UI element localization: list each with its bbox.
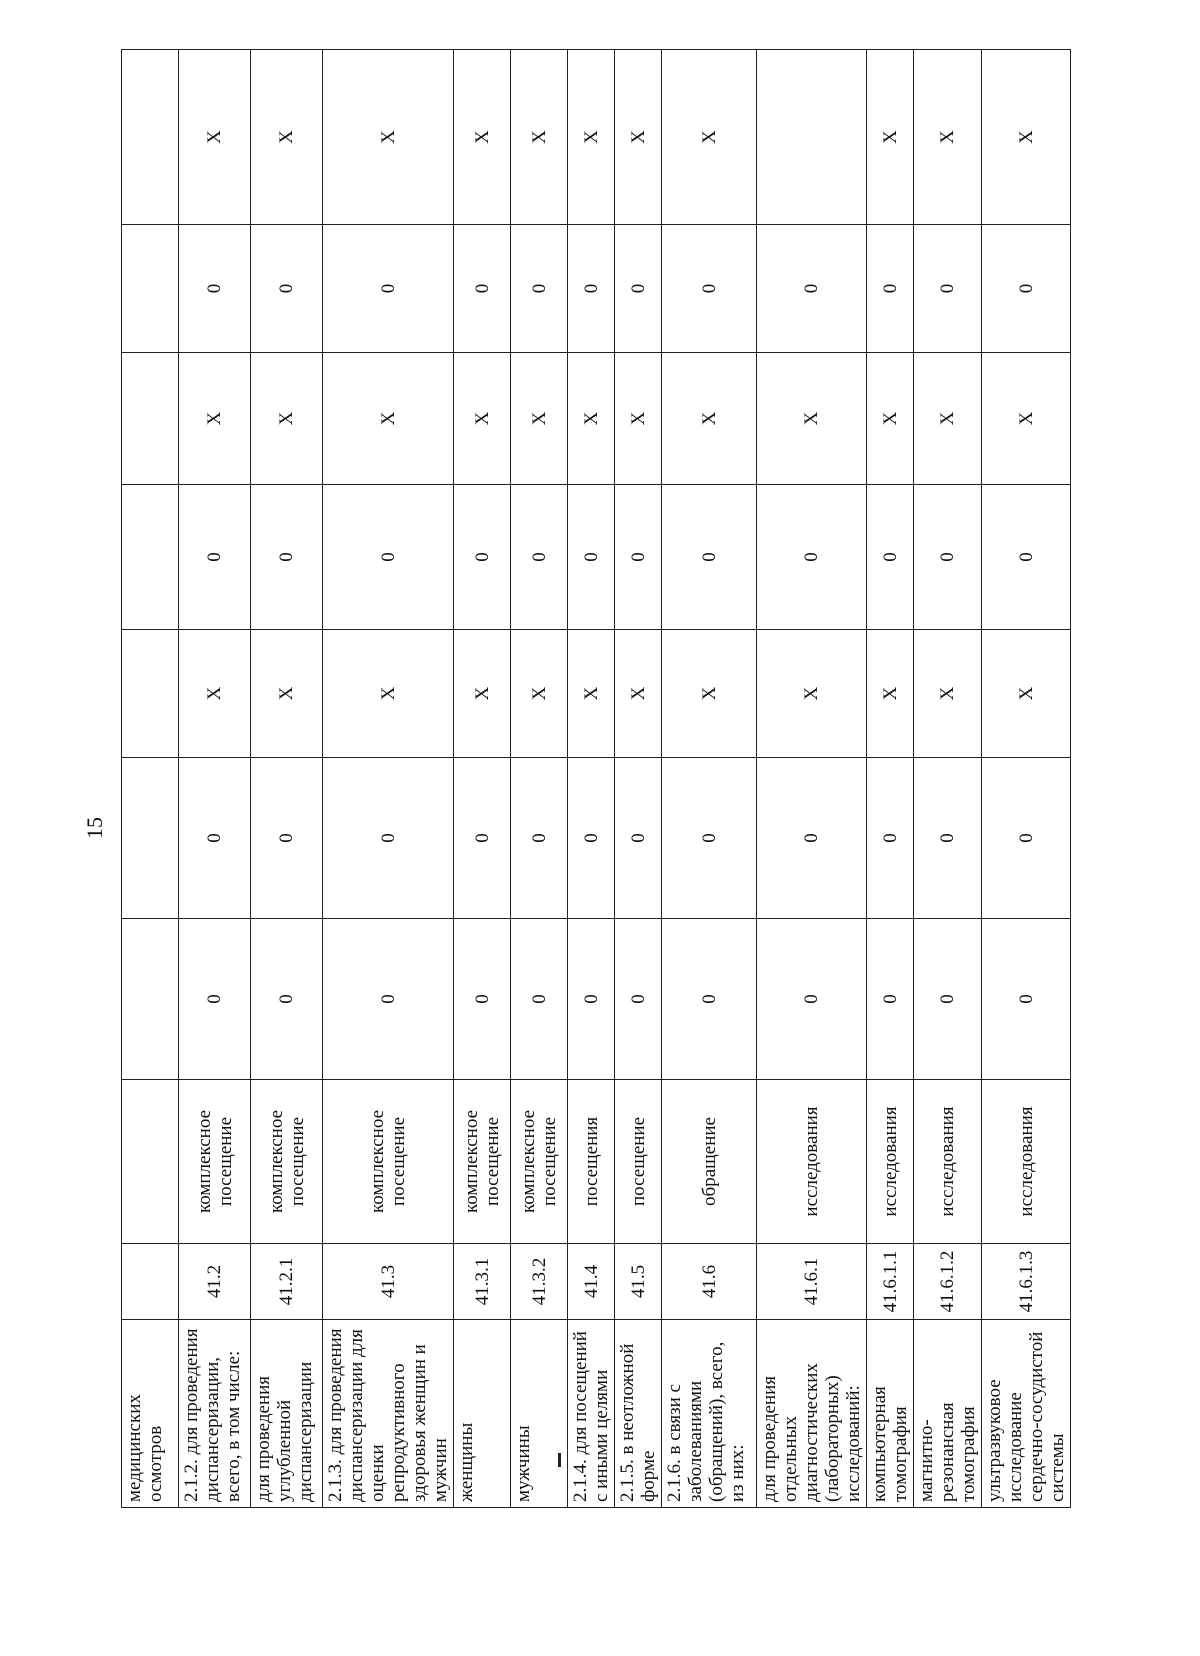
value-cell: X [662, 353, 757, 485]
row-code-cell: 41.3 [323, 1244, 454, 1320]
value-cell: 0 [982, 225, 1071, 353]
indicator-name-cell: 2.1.2. для проведения диспансеризации, всего, в том числе: [179, 1320, 251, 1508]
value-cell: X [757, 353, 867, 485]
table-row [914, 50, 982, 1508]
value-cell: X [982, 353, 1071, 485]
value-cell: X [323, 630, 454, 758]
table-body [122, 50, 1071, 1508]
row-code-cell: 41.6.1.3 [982, 1244, 1071, 1320]
unit-cell: исследования [982, 1080, 1071, 1244]
value-cell: 0 [615, 919, 662, 1080]
value-cell: 0 [757, 485, 867, 630]
value-cell: 0 [982, 919, 1071, 1080]
unit-cell: исследования [914, 1080, 982, 1244]
row-code-cell: 41.5 [615, 1244, 662, 1320]
scan-mark [558, 1453, 561, 1467]
value-cell: 0 [568, 485, 615, 630]
value-cell: 0 [867, 919, 914, 1080]
value-cell: X [867, 630, 914, 758]
indicator-name-cell: мужчины [511, 1320, 568, 1508]
row-code-cell: 41.6.1.2 [914, 1244, 982, 1320]
value-cell: 0 [615, 758, 662, 919]
value-cell: 0 [568, 225, 615, 353]
table-row [179, 50, 251, 1508]
indicator-name-cell: для проведения отдельных диагностических (лабораторных) исследований: [757, 1320, 867, 1508]
value-cell: X [454, 50, 511, 225]
value-cell: X [615, 630, 662, 758]
value-cell: 0 [662, 225, 757, 353]
table-row [122, 50, 179, 1508]
value-cell [122, 758, 179, 919]
value-cell: X [323, 353, 454, 485]
unit-cell: посещения [568, 1080, 615, 1244]
value-cell: 0 [757, 225, 867, 353]
value-cell: 0 [867, 485, 914, 630]
unit-cell [122, 1080, 179, 1244]
indicator-name-cell: женщины [454, 1320, 511, 1508]
unit-cell: исследования [867, 1080, 914, 1244]
value-cell: 0 [454, 485, 511, 630]
row-code-cell: 41.6.1.1 [867, 1244, 914, 1320]
value-cell: X [179, 630, 251, 758]
value-cell: 0 [867, 225, 914, 353]
value-cell: 0 [323, 225, 454, 353]
value-cell: 0 [179, 485, 251, 630]
value-cell: X [757, 630, 867, 758]
value-cell: 0 [568, 919, 615, 1080]
value-cell: 0 [615, 225, 662, 353]
table-row [757, 50, 867, 1508]
value-cell: 0 [251, 919, 323, 1080]
value-cell: 0 [251, 758, 323, 919]
value-cell: X [179, 50, 251, 225]
value-cell: X [662, 50, 757, 225]
value-cell: 0 [914, 919, 982, 1080]
value-cell [122, 50, 179, 225]
value-cell: 0 [323, 758, 454, 919]
value-cell: X [179, 353, 251, 485]
table-row [511, 50, 568, 1508]
value-cell: X [323, 50, 454, 225]
value-cell [122, 225, 179, 353]
indicator-name-cell: компьютерная томография [867, 1320, 914, 1508]
indicator-name-cell: для проведения углубленной диспансеризации [251, 1320, 323, 1508]
value-cell [122, 919, 179, 1080]
value-cell: 0 [454, 225, 511, 353]
table-row [251, 50, 323, 1508]
row-code-cell: 41.6 [662, 1244, 757, 1320]
table-row [323, 50, 454, 1508]
table-row [568, 50, 615, 1508]
indicator-name-cell: ультразвуковое исследование сердечно-сосудистой системы [982, 1320, 1071, 1508]
unit-cell: комплексное посещение [323, 1080, 454, 1244]
value-cell: 0 [454, 919, 511, 1080]
value-cell: 0 [511, 225, 568, 353]
value-cell: 0 [914, 225, 982, 353]
value-cell: X [615, 353, 662, 485]
value-cell: 0 [511, 485, 568, 630]
value-cell [122, 630, 179, 758]
table-row [867, 50, 914, 1508]
indicator-name-cell: 2.1.5. в неотложной форме [615, 1320, 662, 1508]
value-cell: 0 [914, 758, 982, 919]
row-code-cell: 41.2.1 [251, 1244, 323, 1320]
unit-cell: посещение [615, 1080, 662, 1244]
value-cell: 0 [511, 919, 568, 1080]
row-code-cell: 41.2 [179, 1244, 251, 1320]
value-cell: 0 [615, 485, 662, 630]
row-code-cell [122, 1244, 179, 1320]
value-cell: X [867, 50, 914, 225]
value-cell [122, 485, 179, 630]
value-cell: 0 [323, 919, 454, 1080]
value-cell: 0 [914, 485, 982, 630]
row-code-cell: 41.6.1 [757, 1244, 867, 1320]
unit-cell: комплексное посещение [179, 1080, 251, 1244]
table-row [615, 50, 662, 1508]
unit-cell: обращение [662, 1080, 757, 1244]
indicator-name-cell: 2.1.3. для проведения диспансеризации для оценки репродуктивного здоровья женщин и мужчин [323, 1320, 454, 1508]
value-cell: 0 [179, 758, 251, 919]
value-cell: 0 [982, 758, 1071, 919]
value-cell: X [568, 50, 615, 225]
value-cell: 0 [511, 758, 568, 919]
value-cell: X [511, 353, 568, 485]
value-cell: 0 [568, 758, 615, 919]
value-cell: X [867, 353, 914, 485]
value-cell: 0 [179, 919, 251, 1080]
row-code-cell: 41.3.1 [454, 1244, 511, 1320]
value-cell: 0 [323, 485, 454, 630]
rotated-table-container [121, 50, 1068, 1508]
value-cell: 0 [251, 485, 323, 630]
value-cell: X [982, 50, 1071, 225]
value-cell: X [568, 353, 615, 485]
value-cell: 0 [662, 758, 757, 919]
value-cell: X [511, 50, 568, 225]
value-cell [122, 353, 179, 485]
value-cell: 0 [757, 758, 867, 919]
indicator-name-cell: 2.1.4. для посещений с иными целями [568, 1320, 615, 1508]
value-cell: X [982, 630, 1071, 758]
value-cell: X [251, 630, 323, 758]
table-row [454, 50, 511, 1508]
unit-cell: комплексное посещение [511, 1080, 568, 1244]
row-code-cell: 41.3.2 [511, 1244, 568, 1320]
row-code-cell: 41.4 [568, 1244, 615, 1320]
value-cell: 0 [251, 225, 323, 353]
value-cell: X [511, 630, 568, 758]
value-cell: X [251, 50, 323, 225]
indicator-name-cell: магнитно-резонансная томография [914, 1320, 982, 1508]
value-cell [757, 50, 867, 225]
table-row [982, 50, 1071, 1508]
value-cell: 0 [982, 485, 1071, 630]
table-row [662, 50, 757, 1508]
value-cell: 0 [454, 758, 511, 919]
value-cell: X [615, 50, 662, 225]
value-cell: X [454, 630, 511, 758]
value-cell: X [914, 353, 982, 485]
value-cell: X [914, 630, 982, 758]
value-cell: 0 [757, 919, 867, 1080]
value-cell: 0 [179, 225, 251, 353]
unit-cell: комплексное посещение [251, 1080, 323, 1244]
unit-cell: исследования [757, 1080, 867, 1244]
value-cell: 0 [662, 485, 757, 630]
unit-cell: комплексное посещение [454, 1080, 511, 1244]
value-cell: 0 [662, 919, 757, 1080]
indicator-name-cell: 2.1.6. в связи с заболеваниями (обращений), всего, из них: [662, 1320, 757, 1508]
value-cell: X [454, 353, 511, 485]
value-cell: X [662, 630, 757, 758]
page-number: 15 [82, 817, 107, 839]
data-table [121, 49, 1071, 1508]
value-cell: X [914, 50, 982, 225]
indicator-name-cell: медицинских осмотров [122, 1320, 179, 1508]
value-cell: X [251, 353, 323, 485]
value-cell: 0 [867, 758, 914, 919]
value-cell: X [568, 630, 615, 758]
